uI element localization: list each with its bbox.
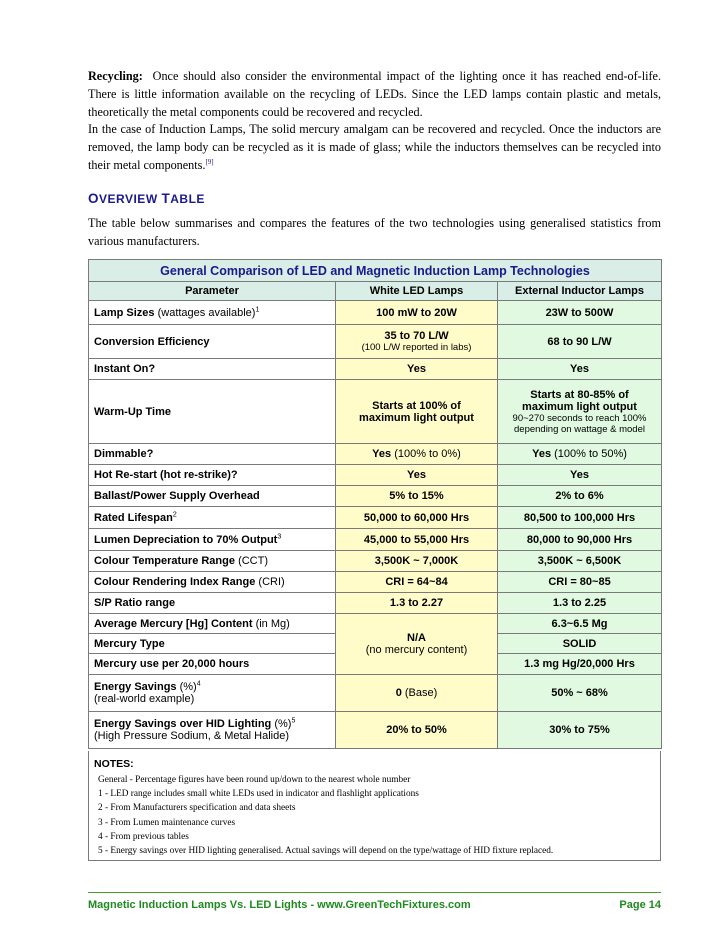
inductor-cell: 1.3 to 2.25 (498, 593, 662, 614)
table-row (89, 614, 662, 634)
note-line: 4 - From previous tables (98, 831, 189, 842)
led-cell: 3,500K ~ 7,000K (336, 551, 498, 572)
param-cell: Lumen Depreciation to 70% Output$^3$ (89, 529, 336, 551)
table-row (89, 529, 662, 551)
led-cell: 5% to 15% (336, 486, 498, 507)
inductor-cell: CRI = 80~85 (498, 572, 662, 593)
table-row (89, 712, 662, 749)
table-row (89, 301, 662, 325)
header-led: White LED Lamps (336, 282, 498, 301)
led-cell: Starts at 100% of maximum light output (336, 380, 498, 444)
inductor-cell: 80,000 to 90,000 Hrs (498, 529, 662, 551)
header-inductor: External Inductor Lamps (498, 282, 662, 301)
led-cell-mercury: N/A (no mercury content) (336, 614, 498, 675)
led-cell: 0 (Base) (336, 675, 498, 712)
inductor-cell: 80,500 to 100,000 Hrs (498, 507, 662, 529)
table-title-row (89, 260, 662, 282)
inductor-cell: 50% ~ 68% (498, 675, 662, 712)
param-cell: Mercury Type (89, 634, 336, 654)
citation-ref[interactable]: [9] (205, 157, 214, 166)
param-cell: Rated Lifespan$^2$ (89, 507, 336, 529)
param-cell: Hot Re-start (hot re-strike)? (89, 465, 336, 486)
param-cell: Conversion Efficiency (89, 325, 336, 359)
param-cell: Mercury use per 20,000 hours (89, 654, 336, 675)
table-row (89, 325, 662, 359)
notes-box (88, 751, 661, 861)
param-cell: Energy Savings over HID Lighting (%)$^5$ (High Pressure Sodium, & Metal Halide) (89, 712, 336, 749)
led-cell: CRI = 64~84 (336, 572, 498, 593)
param-cell: Energy Savings (%)$^4$ (real-world example) (89, 675, 336, 712)
footer-divider (88, 892, 661, 893)
param-cell: Instant On? (89, 359, 336, 380)
recycling-paragraph (88, 67, 661, 121)
inductor-cell: Yes (100% to 50%) (498, 444, 662, 465)
table-row (89, 675, 662, 712)
param-cell: S/P Ratio range (89, 593, 336, 614)
led-cell: Yes (100% to 0%) (336, 444, 498, 465)
recycling-label: Recycling: (88, 69, 143, 83)
overview-intro: The table below summarises and compares the features of the two technologies using generalised statistics from various manufacturers. (88, 216, 661, 248)
inductor-cell: SOLID (498, 634, 662, 654)
param-cell: Ballast/Power Supply Overhead (89, 486, 336, 507)
page-number: Page 14 (619, 899, 661, 911)
inductor-cell: Starts at 80-85% of maximum light output 90~270 seconds to reach 100% depending on wattage & model (498, 380, 662, 444)
notes-title: NOTES: (94, 758, 134, 770)
table-row (89, 551, 662, 572)
inductor-cell: 1.3 mg Hg/20,000 Hrs (498, 654, 662, 675)
note-line: 1 - LED range includes small white LEDs used in indicator and flashlight applications (98, 789, 419, 800)
table-row (89, 359, 662, 380)
note-line: General - Percentage figures have been round up/down to the nearest whole number (98, 775, 411, 785)
recycling-text: Once should also consider the environmental impact of the lighting once it has reached end-of-life. There is little information available on the recycling of LEDs. Since the LED lamps contain plastic and metals, theoretically the metal components could be recovered and recycled. (88, 69, 662, 119)
inductor-cell: 2% to 6% (498, 486, 662, 507)
table-header-row (89, 282, 662, 301)
table-row (89, 572, 662, 593)
inductor-cell: Yes (498, 465, 662, 486)
led-cell: 50,000 to 60,000 Hrs (336, 507, 498, 529)
table-row (89, 593, 662, 614)
table-title: General Comparison of LED and Magnetic Induction Lamp Technologies (89, 260, 662, 282)
inductor-cell: 68 to 90 L/W (498, 325, 662, 359)
induction-paragraph (88, 120, 661, 174)
induction-text: In the case of Induction Lamps, The solid mercury amalgam can be recovered and recycled. Once the inductors are removed, the lamp body can be recycled as it is made of glass; while the inductors themselves can be recycled into their metal components. (88, 122, 661, 172)
overview-heading: OVERVIEW TABLE (88, 191, 205, 206)
led-cell: 45,000 to 55,000 Hrs (336, 529, 498, 551)
inductor-cell: 6.3~6.5 Mg (498, 614, 662, 634)
table-row (89, 507, 662, 529)
table-row (89, 486, 662, 507)
table-row (89, 465, 662, 486)
param-cell: Colour Temperature Range (CCT) (89, 551, 336, 572)
note-line: 3 - From Lumen maintenance curves (98, 817, 236, 828)
comparison-table (88, 259, 662, 749)
inductor-cell: 3,500K ~ 6,500K (498, 551, 662, 572)
table-row (89, 444, 662, 465)
param-cell: Lamp Sizes (wattages available)$^1$ (89, 301, 336, 325)
led-cell: 35 to 70 L/W (100 L/W reported in labs) (336, 325, 498, 359)
footer-title: Magnetic Induction Lamps Vs. LED Lights - www.GreenTechFixtures.com (88, 899, 471, 911)
led-cell: Yes (336, 359, 498, 380)
param-cell: Warm-Up Time (89, 380, 336, 444)
inductor-cell: 23W to 500W (498, 301, 662, 325)
param-cell: Colour Rendering Index Range (CRI) (89, 572, 336, 593)
header-parameter: Parameter (89, 282, 336, 301)
led-cell: Yes (336, 465, 498, 486)
note-line: 5 - Energy savings over HID lighting generalised. Actual savings will depend on the type/wattage of HID fixture replaced. (98, 846, 554, 857)
param-cell: Dimmable? (89, 444, 336, 465)
table-row (89, 380, 662, 444)
param-cell: Average Mercury [Hg] Content (in Mg) (89, 614, 336, 634)
inductor-cell: Yes (498, 359, 662, 380)
led-cell: 1.3 to 2.27 (336, 593, 498, 614)
inductor-cell: 30% to 75% (498, 712, 662, 749)
led-cell: 100 mW to 20W (336, 301, 498, 325)
led-cell: 20% to 50% (336, 712, 498, 749)
note-line: 2 - From Manufacturers specification and data sheets (98, 803, 296, 814)
